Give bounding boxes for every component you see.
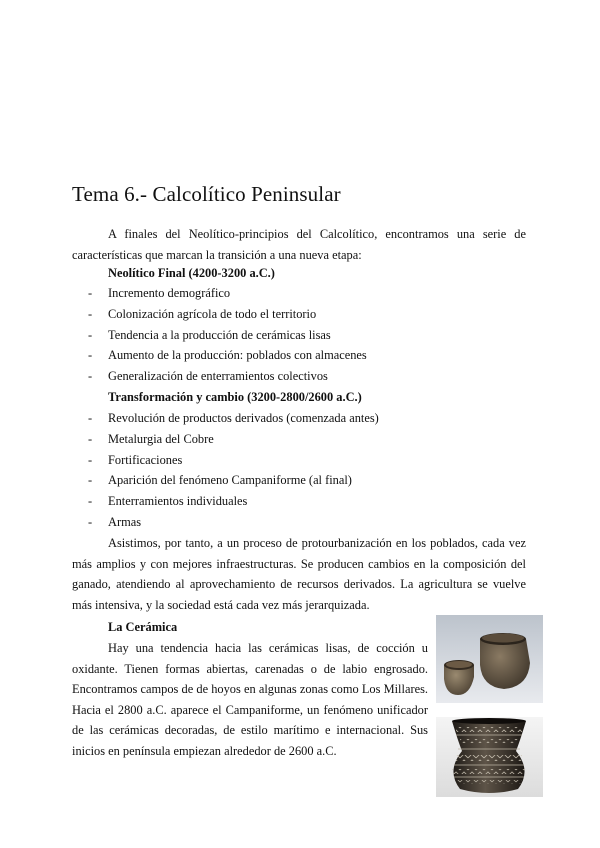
list-item: - Revolución de productos derivados (comenzada antes) bbox=[72, 408, 379, 429]
campaniforme-vessel-photo bbox=[436, 717, 543, 797]
list-item: - Metalurgia del Cobre bbox=[72, 429, 379, 450]
section-heading-neolitico-final: Neolítico Final (4200-3200 a.C.) bbox=[108, 266, 275, 280]
list-dash: - bbox=[88, 348, 93, 363]
list-item: - Aumento de la producción: poblados con almacenes bbox=[72, 345, 367, 366]
section-heading-ceramica: La Cerámica bbox=[108, 620, 178, 634]
list-item: - Incremento demográfico bbox=[72, 283, 367, 304]
list-dash: - bbox=[88, 306, 93, 321]
list-dash: - bbox=[88, 494, 93, 509]
list-item: - Aparición del fenómeno Campaniforme (al final) bbox=[72, 470, 379, 491]
list-dash: - bbox=[88, 452, 93, 467]
page-title: Tema 6.- Calcolítico Peninsular bbox=[72, 182, 341, 206]
list-dash: - bbox=[88, 327, 93, 342]
list-dash: - bbox=[88, 369, 93, 384]
list-item: - Generalización de enterramientos colectivos bbox=[72, 366, 367, 387]
list-item: - Armas bbox=[72, 512, 379, 533]
section-heading-transformacion: Transformación y cambio (3200-2800/2600 a.C.) bbox=[108, 390, 362, 404]
list-item: - Tendencia a la producción de cerámicas lisas bbox=[72, 325, 367, 346]
summary-paragraph: Asistimos, por tanto, a un proceso de protourbanización en los poblados, cada vez más amplios y con mejores infraestructuras. Se producen cambios en la composición del ganado, atendiendo al aprovechamiento de recursos derivados. La agricultura se vuelve más intensiva, y la sociedad está cada vez más jerarquizada. bbox=[72, 536, 526, 612]
list-transformacion bbox=[72, 408, 379, 533]
list-dash: - bbox=[88, 473, 93, 488]
list-neolitico-final bbox=[72, 283, 367, 387]
list-item: - Colonización agrícola de todo el territorio bbox=[72, 304, 367, 325]
list-dash: - bbox=[88, 286, 93, 300]
ceramic-bowls-photo bbox=[436, 615, 543, 703]
ceramica-paragraph: Hay una tendencia hacia las cerámicas lisas, de cocción u oxidante. Tienen formas abiertas, carenadas o de labio engrosado. Encontramos campos de de hoyos en algunas zonas como Los Millares. Hacia el 2800 a.C. aparece el Campaniforme, un fenómeno unificador de las cerámicas decoradas, de estilo marítimo e internacional. Sus inicios en península empiezan alrededor de 2600 a.C. bbox=[72, 641, 428, 758]
list-item: - Fortificaciones bbox=[72, 450, 379, 471]
list-dash: - bbox=[88, 411, 93, 425]
list-dash: - bbox=[88, 431, 93, 446]
list-dash: - bbox=[88, 514, 93, 529]
intro-paragraph: A finales del Neolítico-principios del Calcolítico, encontramos una serie de características que marcan la transición a una nueva etapa: bbox=[72, 227, 526, 262]
list-item: - Enterramientos individuales bbox=[72, 491, 379, 512]
